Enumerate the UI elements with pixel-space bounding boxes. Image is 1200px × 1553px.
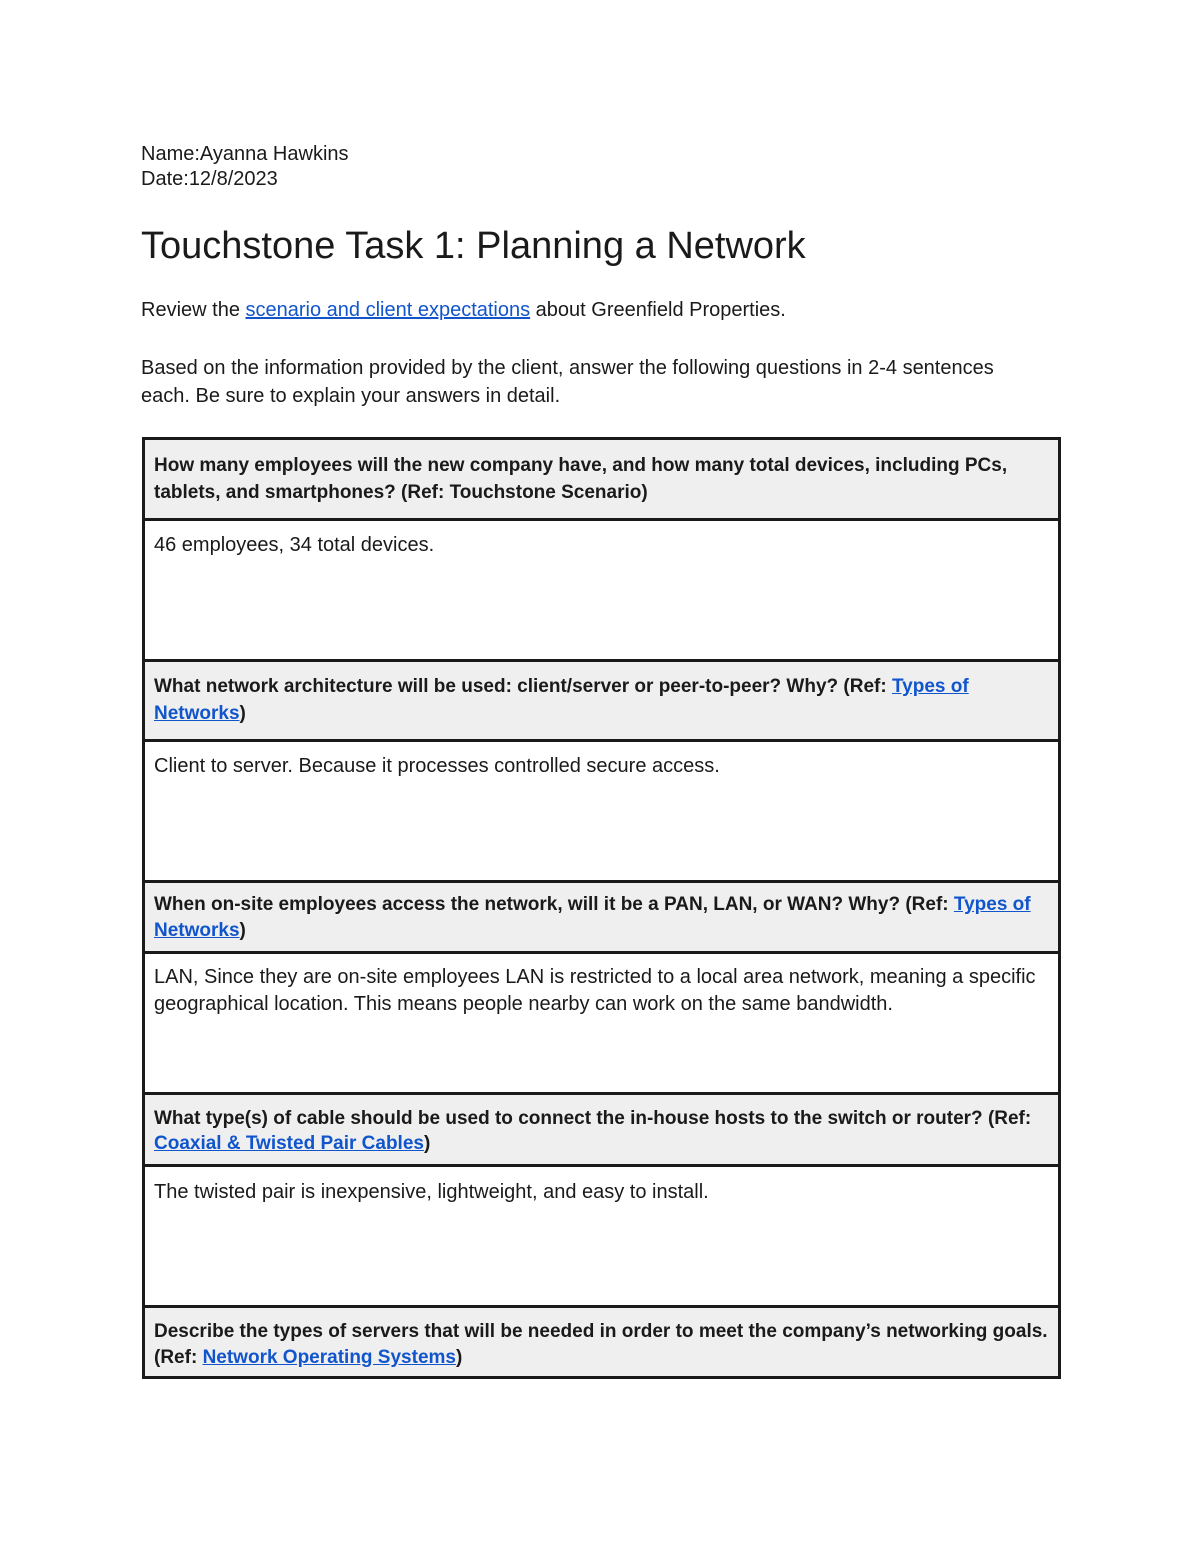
- name-line: [141, 142, 349, 166]
- question-text: When on-site employees access the network, will it be a PAN, LAN, or WAN? Why? (Ref:: [154, 894, 954, 915]
- question-cell: [145, 1308, 1058, 1376]
- date-line: [141, 167, 278, 191]
- question-cell: [145, 662, 1058, 742]
- name-label: Name:: [141, 143, 200, 165]
- answer-cell[interactable]: [145, 1167, 1058, 1308]
- question-text: What network architecture will be used: client/server or peer-to-peer? Why? (Ref:: [154, 676, 892, 697]
- name-value: Ayanna Hawkins: [199, 143, 349, 165]
- question-cell: [145, 1095, 1058, 1167]
- network-os-link[interactable]: Network Operating Systems: [202, 1347, 456, 1368]
- page-title: Touchstone Task 1: Planning a Network: [141, 225, 806, 267]
- question-suffix: ): [423, 1133, 431, 1154]
- question-suffix: ): [239, 920, 246, 941]
- answer-cell[interactable]: [145, 954, 1058, 1095]
- question-text: What type(s) of cable should be used to connect the in-house hosts to the switch or router? (Ref:: [154, 1108, 1032, 1129]
- date-value: 12/8/2023: [188, 168, 278, 190]
- types-of-networks-link[interactable]: Types of Networks: [154, 676, 969, 724]
- question-cell: [145, 883, 1058, 954]
- answer-cell[interactable]: [145, 742, 1058, 883]
- date-label: Date:: [141, 168, 189, 190]
- question-text: How many employees will the new company have, and how many total devices, including PCs, tablets, and smartphones? (Ref: Touchstone Scenario): [154, 455, 1008, 503]
- answer-text: Client to server. Because it processes controlled secure access.: [154, 755, 720, 777]
- scenario-link[interactable]: scenario and client expectations: [245, 299, 531, 321]
- instructions-paragraph: Based on the information provided by the client, answer the following questions in 2-4 sentences each. Be sure to explain your answers in detail.: [141, 357, 994, 407]
- types-of-networks-link[interactable]: Types of Networks: [154, 894, 1031, 941]
- answer-text: 46 employees, 34 total devices.: [154, 534, 435, 556]
- answer-text: LAN, Since they are on-site employees LAN is restricted to a local area network, meaning a specific geographical location. This means people nearby can work on the same bandwidth.: [154, 966, 1036, 1015]
- question-suffix: ): [239, 703, 246, 724]
- question-text: Describe the types of servers that will be needed in order to meet the company’s networking goals. (Ref:: [154, 1321, 1048, 1368]
- review-prefix: Review the: [141, 299, 246, 321]
- qa-table: [142, 437, 1061, 1379]
- review-paragraph: [141, 296, 1041, 324]
- question-suffix: ): [455, 1347, 463, 1368]
- cables-link[interactable]: Coaxial & Twisted Pair Cables: [154, 1133, 424, 1154]
- review-suffix: about Greenfield Properties.: [530, 299, 786, 321]
- answer-text: The twisted pair is inexpensive, lightweight, and easy to install.: [154, 1181, 709, 1203]
- answer-cell[interactable]: [145, 521, 1058, 662]
- question-cell: [145, 440, 1058, 521]
